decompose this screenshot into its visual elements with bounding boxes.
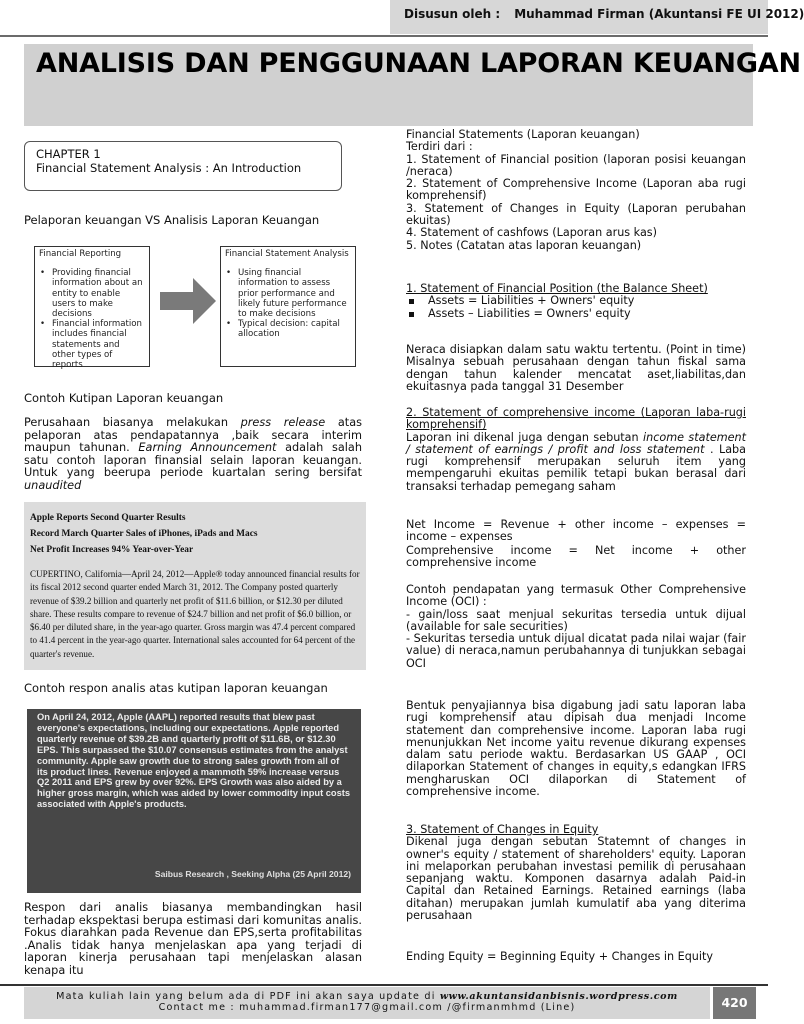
fs-item: 3. Statement of Changes in Equity (Laporan perubahan ekuitas)	[406, 201, 746, 228]
footer	[24, 987, 710, 1019]
neraca-paragraph: Neraca disiapkan dalam satu waktu tertentu. (Point in time) Misalnya sebuah perusahaan dengan tahun fiskal sama dengan tahun kalender mencatat aset,liabilitas,dan ekuitasnya pada tanggal 31 Desember	[406, 343, 746, 393]
text-run: Perusahaan biasanya melakukan	[24, 416, 241, 429]
ending-equity-formula: Ending Equity = Beginning Equity + Changes in Equity	[406, 950, 713, 963]
changes-in-equity-section	[406, 824, 746, 922]
financial-analysis-title: Financial Statement Analysis	[225, 249, 349, 259]
fs-item: 5. Notes (Catatan atas laporan keuangan)	[406, 238, 642, 252]
chapter-title: Financial Statement Analysis : An Introduction	[36, 161, 302, 175]
press-body: CUPERTINO, California—April 24, 2012—Apple® today announced financial results for its fiscal 2012 second quarter ended March 31, 2012. The Company posted quarterly revenue of $39.2 billion and quarterly net profit of $11.6 billion, or $12.30 per diluted share. These results compare to revenue of $24.7 billion and net profit of $6.0 billion, or $6.40 per diluted share, in the year-ago quarter. Gross margin was 47.4 percent compared to 41.4 percent in the year-ago quarter. International sales accounted for 64 percent of the quarter's revenue.	[30, 569, 360, 659]
footer-line-1	[24, 991, 710, 1002]
press-headline: Apple Reports Second Quarter Results	[30, 513, 186, 523]
footer-contact: Contact me : muhammad.firman177@gmail.com /@firmanmhmd (Line)	[158, 1002, 576, 1013]
net-income-formula: Net Income = Revenue + other income – expenses = income – expenses	[406, 518, 746, 544]
text-run: atas pelaporan atas pendapatannya ,baik secara interim maupun tahunan.	[24, 416, 362, 455]
chapter-box	[24, 141, 342, 191]
financial-reporting-item: • Providing financial information about an entity to enable users to make decisions	[39, 268, 145, 319]
oci-item: - Sekuritas tersedia untuk dijual dicatat pada nilai wajar (fair value) di neraca,namun perubahannya di tunjukkan sebagai OCI	[406, 632, 746, 670]
presentation-paragraph: Bentuk penyajiannya bisa digabung jadi satu laporan laba rugi komprehensif atau dipisah dua menjadi Income statement dan comprehensive income. Laporan laba rugi menunjukkan Net income yaitu revenue dikurang expenses dalam satu periode waktu. Berdasarkan US GAAP , OCI dilaporkan Statement of changes in equity,s edangkan IFRS mengharuskan OCI dilaporkan di Statement of comprehensive income.	[406, 699, 746, 799]
heading-kutipan: Contoh Kutipan Laporan keuangan	[24, 391, 224, 405]
heading-reporting-vs-analysis: Pelaporan keuangan VS Analisis Laporan Keuangan	[24, 213, 320, 227]
analyst-source: Saibus Research , Seeking Alpha (25 April 2012)	[154, 869, 351, 879]
oci-heading: Contoh pendapatan yang termasuk Other Comprehensive Income (OCI) :	[406, 583, 746, 609]
reporting-analysis-diagram	[34, 246, 356, 371]
press-release-paragraph	[24, 417, 362, 493]
author-bar	[390, 0, 804, 34]
title-band	[24, 44, 801, 126]
author-name: Muhammad Firman (Akuntansi FE UI 2012)	[514, 7, 804, 21]
financial-statements-section	[406, 129, 746, 252]
comprehensive-income-section	[406, 407, 746, 493]
fs-heading: Financial Statements (Laporan keuangan)	[406, 128, 640, 141]
fs-terdiri: Terdiri dari :	[406, 140, 473, 154]
text-run-italic: Earning Announcement	[138, 441, 277, 455]
text-run-italic: unaudited	[24, 478, 82, 492]
financial-reporting-box	[34, 246, 150, 371]
financial-analysis-box	[220, 246, 356, 367]
analyst-explanation-paragraph: Respon dari analis biasanya membandingkan hasil terhadap ekspektasi berupa estimasi dari komunitas analis. Fokus diarahkan pada Revenue dan EPS,serta profitabilitas .Analis tidak hanya menjelaskan apa yang terjadi di laporan kinerja perusahaan tapi menjelaskan alasan kenapa itu	[24, 901, 362, 977]
ci-heading: 2. Statement of comprehensive income (Laporan laba-rugi komprehensif)	[406, 406, 746, 432]
eq-paragraph: Dikenal juga dengan sebutan Statemnt of changes in owner's equity / statement of shareholders' equity. Laporan ini melaporkan perubahan investasi pemilik di perusahaan sepanjang waktu. Komponen dasarnya adalah Paid-in Capital dan Retained Earnings. Retained earnings (laba ditahan) merupakan jumlah kumulatif aba yang diterima perusahaan	[406, 835, 746, 923]
page-number: 420	[713, 987, 756, 1019]
financial-reporting-title: Financial Reporting	[39, 249, 122, 259]
oci-section	[406, 584, 746, 670]
bs-bullet: Assets = Liabilities + Owners' equity	[406, 295, 746, 307]
author-line	[404, 7, 804, 21]
text-run: Laporan ini dikenal juga dengan sebutan	[406, 430, 644, 444]
text-run-italic: income statement / statement of earnings / profit and loss statement	[406, 430, 746, 456]
footer-divider	[0, 984, 768, 986]
author-label: Disusun oleh :	[404, 7, 501, 21]
balance-sheet-section	[406, 283, 746, 320]
comprehensive-income-formula: Comprehensive income = Net income + other comprehensive income	[406, 544, 746, 570]
press-subheadline: Net Profit Increases 94% Year-over-Year	[30, 545, 194, 555]
footer-update-text: Mata kuliah lain yang belum ada di PDF ini akan saya update di	[56, 991, 440, 1002]
press-subheadline: Record March Quarter Sales of iPhones, iPads and Macs	[30, 529, 258, 539]
text-run: . Laba rugi komprehensif merupakan seluruh item yang mempengaruhi ekuitas pemilik tetapi bukan berasal dari transaksi terhadap pemegang saham	[406, 442, 747, 493]
chapter-number: CHAPTER 1	[36, 147, 101, 161]
fs-item: 4. Statement of cashfows (Laporan arus kas)	[406, 226, 658, 240]
footer-text	[24, 991, 710, 1013]
financial-analysis-item: • Using financial information to assess prior performance and likely future performance to make decisions	[225, 268, 351, 319]
heading-respon: Contoh respon analis atas kutipan laporan keuangan	[24, 681, 328, 695]
fs-item: 1. Statement of Financial position (laporan posisi keuangan /neraca)	[406, 152, 746, 178]
eq-heading: 3. Statement of Changes in Equity	[406, 823, 599, 836]
ci-paragraph	[406, 432, 746, 493]
footer-website-link[interactable]: www.akuntansidanbisnis.wordpress.com	[439, 991, 678, 1002]
bs-heading: 1. Statement of Financial Position (the Balance Sheet)	[406, 282, 708, 295]
text-run-italic: press release	[240, 416, 326, 429]
press-release-excerpt	[24, 502, 366, 670]
arrow-right-icon	[160, 278, 216, 324]
analyst-response-box	[27, 709, 361, 893]
oci-item: - gain/loss saat menjual sekuritas tersedia untuk dijual (available for sale securities)	[406, 607, 746, 633]
analyst-response-text: On April 24, 2012, Apple (AAPL) reported results that blew past everyone's expectations, including our expectations. Apple reported quarterly revenue of $39.2B and quarterly profit of $11.6B, or $12.30 EPS. This surpassed the $10.07 consensus estimates from the analyst community. Apple saw growth due to strong sales growth from all of its product lines. Revenue enjoyed a mammoth 59% increase versus Q2 2011 and EPS grew by over 92%. EPS Growth was also aided by a higher gross margin, which was aided by lower commodity input costs associated with Apple's products.	[37, 712, 351, 810]
financial-analysis-list	[225, 268, 351, 339]
financial-reporting-list	[39, 268, 145, 370]
text-run: adalah salah satu contoh laporan finansial selain laporan keuangan. Untuk yang beerupa periode kuartalan sering bersifat	[24, 441, 362, 480]
financial-reporting-item: • Financial information includes financial statements and other types of reports	[39, 319, 145, 370]
fs-item: 2. Statement of Comprehensive Income (Laporan aba rugi komprehensif)	[406, 177, 746, 203]
financial-analysis-item: • Typical decision: capital allocation	[225, 319, 351, 339]
bs-bullet: Assets – Liabilities = Owners' equity	[406, 308, 746, 320]
page-title: ANALISIS DAN PENGGUNAAN LAPORAN KEUANGAN	[36, 48, 801, 79]
header-divider	[0, 35, 768, 37]
